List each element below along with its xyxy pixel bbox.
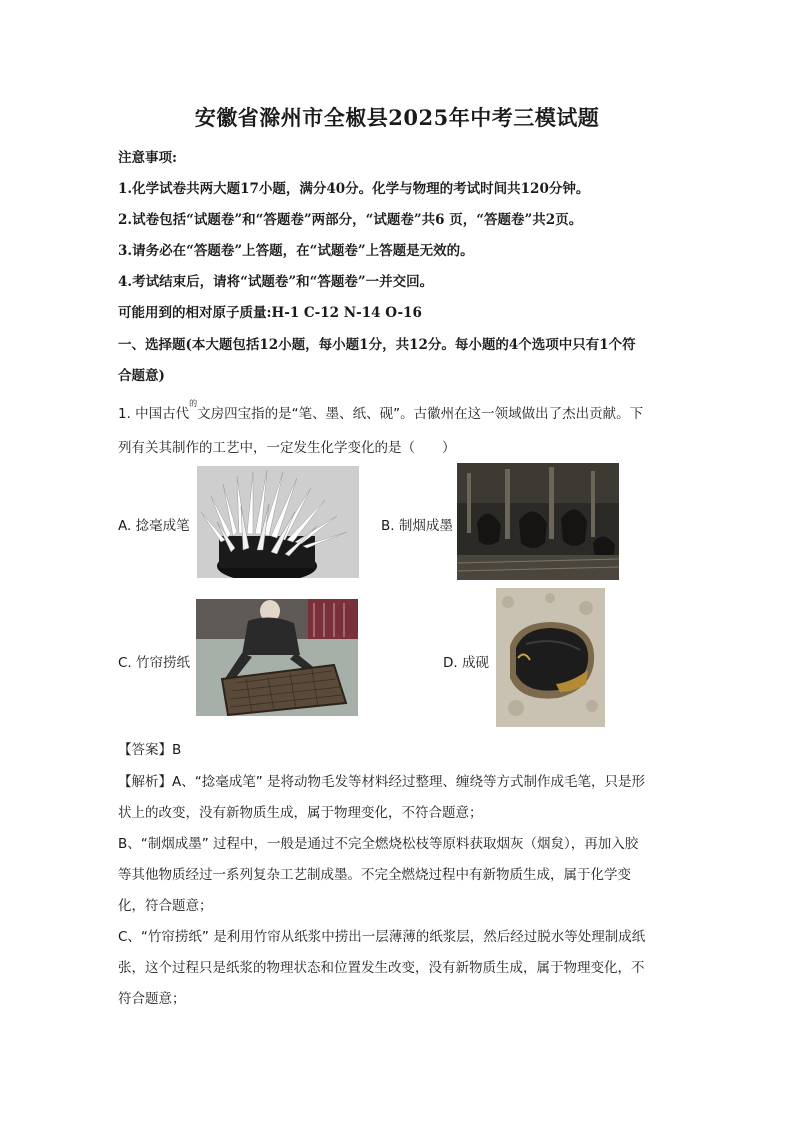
notice-heading: 注意事项: [118, 150, 177, 166]
page-title: 安徽省滁州市全椒县2025年中考三模试题 [194, 105, 600, 130]
notice-item-3: 3.请务必在“答题卷”上答题，在“试题卷”上答题是无效的。 [118, 243, 474, 259]
question-stem-line1 [118, 399, 644, 422]
analysis-line-7: 张，这个过程只是纸浆的物理状态和位置发生改变，没有新物质生成，属于物理变化，不 [118, 960, 645, 976]
analysis-line-8: 符合题意； [118, 991, 186, 1007]
option-d-label: D. 成砚 [443, 655, 489, 671]
atomic-masses: 可能用到的相对原子质量:H-1 C-12 N-14 O-16 [118, 305, 422, 321]
analysis-line-3: B、“制烟成墨” 过程中，一般是通过不完全燃烧松枝等原料获取烟灰（烟炱），再加入胶 [118, 836, 639, 852]
question-stem-rest: 文房四宝指的是“笔、墨、纸、砚”。古徽州在这一领域做出了杰出贡献。下 [197, 406, 644, 422]
brush-bundle-photo [197, 466, 359, 578]
ruby-annotation: 的 [189, 399, 198, 408]
analysis-line-1: 【解析】A、“捻毫成笔” 是将动物毛发等材料经过整理、缠绕等方式制作成毛笔，只是形 [118, 774, 646, 790]
ink-smoke-workshop-photo [457, 463, 619, 580]
question-stem-line2: 列有关其制作的工艺中，一定发生化学变化的是（ ） [118, 440, 456, 456]
analysis-line-6: C、“竹帘捞纸” 是利用竹帘从纸浆中捞出一层薄薄的纸浆层，然后经过脱水等处理制成纸 [118, 929, 646, 945]
option-c-label: C. 竹帘捞纸 [118, 655, 191, 671]
analysis-line-4: 等其他物质经过一系列复杂工艺制成墨。不完全燃烧过程中有新物质生成，属于化学变 [118, 867, 631, 883]
notice-item-1: 1.化学试卷共两大题17小题，满分40分。化学与物理的考试时间共120分钟。 [118, 181, 590, 197]
analysis-line-5: 化，符合题意； [118, 898, 213, 914]
option-a-label: A. 捻毫成笔 [118, 518, 190, 534]
analysis-line-2: 状上的改变，没有新物质生成，属于物理变化，不符合题意； [118, 805, 483, 821]
paper-making-photo [196, 599, 358, 716]
section-heading-line1: 一、选择题(本大题包括12小题，每小题1分，共12分。每小题的4个选项中只有1个符 [118, 337, 636, 353]
answer-line: 【答案】B [118, 742, 182, 758]
notice-item-2: 2.试卷包括“试题卷”和“答题卷”两部分，“试题卷”共6 页，“答题卷”共2页。 [118, 212, 583, 228]
option-b-label: B. 制烟成墨 [381, 518, 453, 534]
section-heading-line2: 合题意) [118, 368, 165, 384]
notice-item-4: 4.考试结束后，请将“试题卷”和“答题卷”一并交回。 [118, 274, 434, 290]
question-prefix: 1. 中国古代 [118, 406, 190, 422]
inkstone-photo [496, 588, 605, 727]
